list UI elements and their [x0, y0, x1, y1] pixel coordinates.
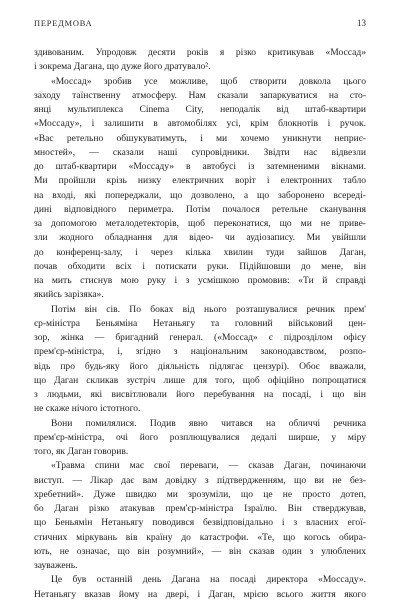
text-line: ють, не означає, що він розумний», — він сказав один з улюблених [34, 545, 366, 557]
text-line: здивованим. Упродовж десяти років я різко критикував «Моссад» [34, 47, 366, 58]
text-line: що Даган скликав зустріч лише для того, щоб офіційно попрощатися [34, 374, 366, 386]
text-line: стичних міркувань вів країну до катастрофи. «Те, що когось обира- [34, 531, 366, 543]
text-line: що Беньямін Нетаньягу поводився безвідповідально і з власних егої- [34, 517, 366, 529]
text-line: «Моссаду», і залишити в автомобілях усі, крім блокнотів і ручок. [34, 118, 366, 130]
text-line: відь про будь-яку його діяльність підлягає цензурі). Обоє вважали, [34, 360, 366, 372]
text-line: Це був останній день Дагана на посаді директора «Моссаду». [51, 574, 366, 586]
text-line: Вони помилялися. Подив явно читався на обличчі речника [51, 417, 366, 429]
text-line: «Травма спини має свої переваги, — сказав Даган, починаючи [51, 460, 366, 472]
text-line: не скаже нічого істотного. [34, 403, 141, 415]
running-header [34, 18, 366, 32]
text-line: мностей», — сказали наші супровідники. Звідти нас відвезли [34, 146, 366, 158]
text-line: за допомогою металодетекторів, щоб переконатися, що ми не приве- [34, 218, 366, 229]
text-line: янці мультиплекса Cinema City, неподалік від штаб-квартири [34, 104, 366, 115]
page-number: 13 [357, 18, 366, 28]
text-line: на вході, які попереджали, що дозволено, а що заборонено всереді- [34, 189, 366, 201]
text-line: заходу таїнственну атмосферу. Нам сказали запаркуватися на сто- [34, 89, 366, 101]
text-line: дині відповідного периметра. Потім почалося ретельне сканування [34, 203, 366, 215]
text-line: якийсь зарізяка». [34, 289, 104, 301]
text-line: і зокрема Дагана, що дуже його дратувало². [34, 61, 211, 73]
text-line: зауважень. [34, 560, 78, 571]
text-line: зли жодного обладнання для відео- чи аудіозапису. Ми увійшли [34, 232, 366, 244]
text-line: з людьми, які висвітлювали його перебування на посаді, і що він [34, 389, 366, 400]
text-line: на мить стиснув мою руку і з усмішкою промовив: «Ти й справді [34, 275, 366, 286]
text-line: того, як Даган говорив. [34, 446, 129, 457]
body-text [34, 46, 366, 600]
text-line: «Вас ретельно обшукуватимуть, і ми хочемо уникнути неприє- [34, 132, 366, 144]
text-line: Потім він сів. По боках від нього розташувалися речник прем' [51, 303, 366, 315]
text-line: хребетний». Дуже швидко ми зрозуміли, що це не просто дотеп, [34, 488, 366, 500]
text-line: виступ. — Лікар дає вам довідку з підтвердженням, що ви не без- [34, 474, 366, 486]
text-line: прем'єр-міністра, очі його розплющувалися дедалі ширше, у міру [34, 431, 366, 443]
section-title: ПЕРЕДМОВА [34, 19, 93, 28]
text-line: до штаб-квартири «Моссаду» в автобусі із затемненими вікнами. [34, 161, 366, 172]
text-line: зор, жінка — бригадний генерал. («Моссад» є підрозділом офісу [34, 332, 366, 343]
text-line: Ми пройшли крізь низку електричних воріт і електронних табло [34, 175, 366, 187]
text-line: почав обходити всіх і потискати руки. Підійшовши до мене, він [34, 260, 366, 272]
text-line: Нетаньягу вказав йому на двері, і Даган, мрією всього життя якого [34, 588, 366, 600]
text-line: бо Даган різко атакував прем'єр-міністра Ізраїлю. Він стверджував, [34, 503, 366, 514]
text-line: єр-міністра Беньяміна Нетаньягу та головний військовий цен- [34, 317, 366, 329]
text-line: «Моссад» зробив усе можливе, щоб створити довкола цього [51, 75, 366, 87]
text-line: прем'єр-міністра, і, згідно з національним законодавством, розпо- [34, 346, 366, 358]
text-line: до конференц-залу, і через кілька хвилин туди зайшов Даган, [34, 246, 366, 258]
